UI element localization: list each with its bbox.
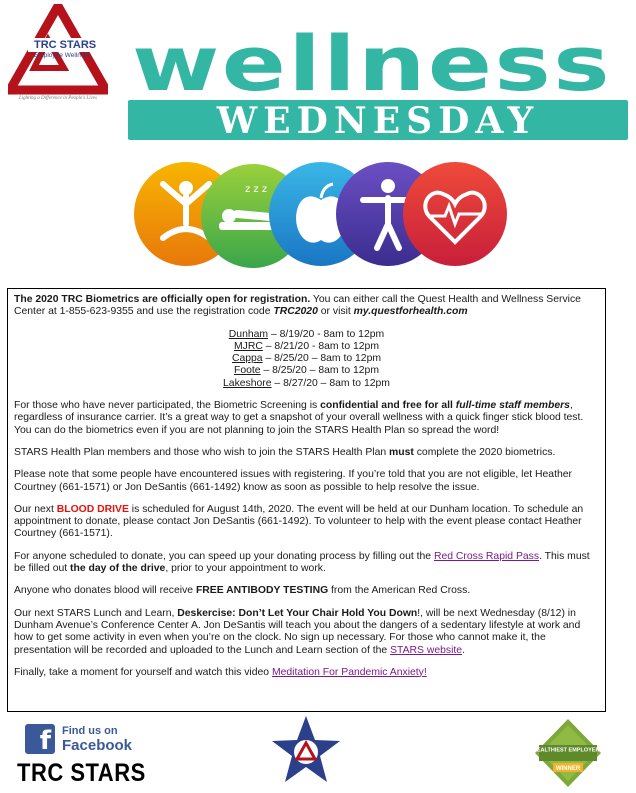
trc-stars-footer-text: TRC STARS [17,758,146,787]
paragraph-biometrics-intro: The 2020 TRC Biometrics are officially open for registration. You can either call the Quest Health and Wellness Service Center at 1-855-623-9355 and use the registration code TRC2020 or visit my.questforhealth.com [14,294,581,318]
paragraph-must-complete: STARS Health Plan members and those who wish to join the STARS Health Plan must complete the 2020 biometrics. [14,446,556,458]
schedule-item: Dunham – 8/19/20 - 8am to 12pm [228,328,385,340]
logo-caption: Lighting a Difference in People's Lives [19,96,97,101]
svg-text:HEALTHIEST EMPLOYERS: HEALTHIEST EMPLOYERS [533,747,603,754]
quest-url: my.questforhealth.com [353,306,468,318]
blood-drive-label: BLOOD DRIVE [56,503,129,515]
svg-text:wellness: wellness [132,28,612,100]
paragraph-screening-info: For those who have never participated, the Biometric Screening is confidential and free for all full-time staff members, regardless of insurance carrier. It’s a great way to get a snapshot of your overall wellness with a quick finger stick blood test. You can do the biometrics even if you are not planning to join the STARS Health Plan so spread the word! [14,400,584,436]
schedule-item: MJRC – 8/21/20 - 8am to 12pm [234,340,379,352]
schedule-item: Lakeshore – 8/27/20 – 8am to 12pm [223,377,390,389]
schedule-list [14,329,599,390]
trc-stars-logo [8,4,108,102]
star-logo-icon [270,714,342,786]
wellness-title [128,28,628,100]
stars-website-link[interactable]: STARS website [390,644,463,656]
paragraph-rapid-pass: For anyone scheduled to donate, you can speed up your donating process by filling out the Red Cross Rapid Pass. This must be filled out the day of the drive, prior to your appointment to work. [14,550,590,575]
paragraph-registration-issues: Please note that some people have encountered issues with registering. If you’re told that you are not eligible, let Heather Courtney (661-1571) or Jon DeSantis (661-1492) know as soon as possible to help resolve the issue. [14,469,572,493]
logo-title: TRC STARS [34,39,97,51]
paragraph-lunch-and-learn: Our next STARS Lunch and Learn, Deskercise: Don’t Let Your Chair Hold You Down!, will be next Wednesday (8/12) in Dunham Avenue’s Conference Center A. Jon DeSantis will teach you about the dangers of a sedentary lifestyle at work and how to get some activity in even when you’re on the clock. No sign up necessary. For those who cannot make it, the presentation will be recorded and uploaded to the Lunch and Learn section of the STARS website. [14,607,581,656]
svg-text:WINNER: WINNER [555,766,581,772]
facebook-find-text[interactable]: Find us on [62,725,118,737]
facebook-name-text[interactable]: Facebook [62,737,133,754]
facebook-icon[interactable]: f [25,724,55,754]
schedule-item: Cappa – 8/25/20 – 8am to 12pm [231,353,382,365]
healthiest-employers-badge [533,717,603,789]
wellness-icons [133,158,509,270]
svg-text:z z z: z z z [245,184,268,195]
heart-icon [403,162,507,266]
content-box [7,288,606,712]
svg-text:WEDNESDAY: WEDNESDAY [216,100,540,140]
meditation-video-link[interactable]: Meditation For Pandemic Anxiety! [271,666,427,678]
paragraph-antibody-testing: Anyone who donates blood will receive FREE ANTIBODY TESTING from the American Red Cross. [14,585,471,597]
schedule-item: Foote – 8/25/20 – 8am to 12pm [234,365,379,377]
paragraph-meditation: Finally, take a moment for yourself and watch this video Meditation For Pandemic Anxiety! [14,666,427,678]
wednesday-banner-text [128,100,628,140]
red-cross-rapid-pass-link[interactable]: Red Cross Rapid Pass [433,550,540,562]
paragraph-blood-drive: Our next BLOOD DRIVE is scheduled for August 14th, 2020. The event will be held at our Dunham location. To schedule an appointment to donate, please contact Jon DeSantis (661-1492). To volunteer to help with the event please contact Heather Courtney (661-1571). [14,503,584,540]
logo-subtitle: Employee Wellness [34,52,91,59]
